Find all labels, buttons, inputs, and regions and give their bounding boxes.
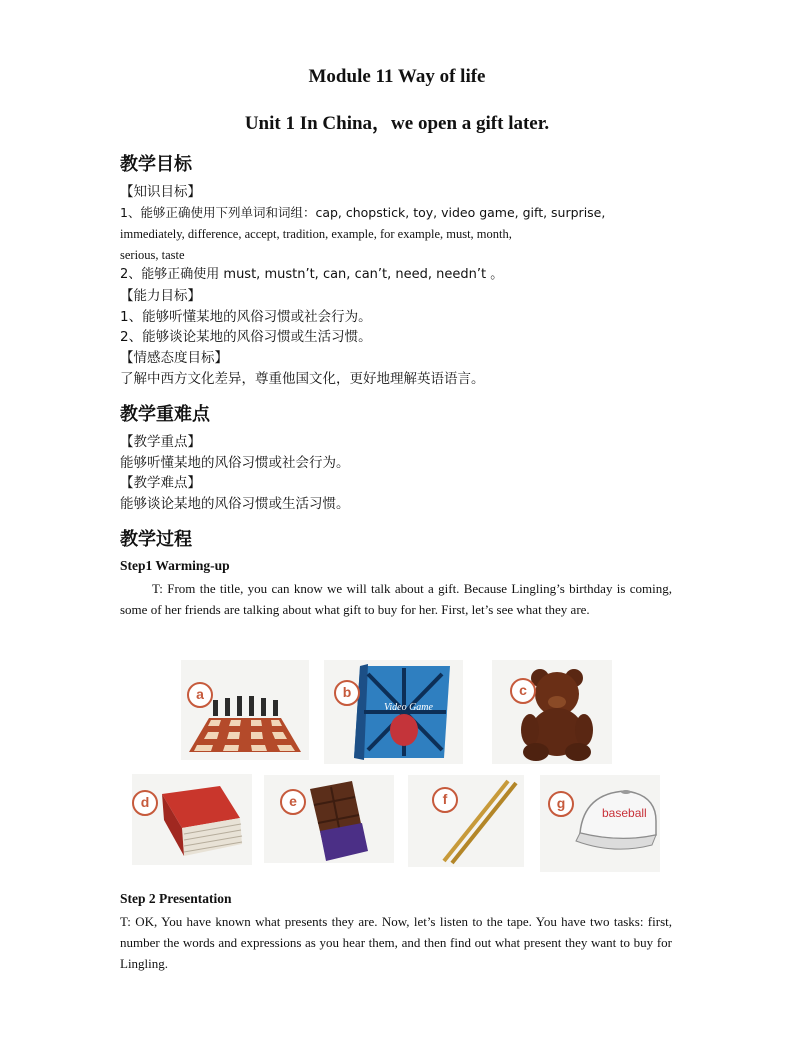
- step2-heading: Step 2 Presentation: [120, 891, 232, 906]
- step1-heading: Step1 Warming-up: [120, 558, 230, 573]
- difficulty-item-1: 能够谈论某地的风俗习惯或生活习惯。: [120, 496, 350, 512]
- attitude-item-1: 了解中西方文化差异，尊重他国文化，更好地理解英语语言。: [120, 371, 485, 387]
- picture-label-e: e: [280, 789, 306, 815]
- ability-item-1: 1、能够听懂某地的风俗习惯或社会行为。: [120, 309, 372, 325]
- picture-label-f: f: [432, 787, 458, 813]
- picture-f: [408, 775, 524, 867]
- chopsticks-icon: [408, 775, 524, 867]
- video-game-icon: [324, 660, 463, 764]
- section-heading-keypoints: 教学重难点: [120, 404, 210, 425]
- knowledge-item-1c: serious, taste: [120, 248, 185, 262]
- picture-a: [181, 660, 309, 760]
- chocolate-icon: [264, 775, 394, 863]
- knowledge-heading: 【知识目标】: [120, 184, 201, 200]
- section-heading-objectives: 教学目标: [120, 154, 192, 175]
- book-icon: [132, 774, 252, 865]
- picture-label-a: a: [187, 682, 213, 708]
- chess-board-icon: [181, 660, 309, 760]
- baseball-cap-icon: [540, 775, 660, 872]
- page-subtitle: Unit 1 In China，we open a gift later.: [244, 113, 550, 134]
- picture-g: [540, 775, 660, 872]
- video-game-box-text: Video Game: [384, 702, 433, 713]
- picture-label-d: d: [132, 790, 158, 816]
- cap-text: baseball: [602, 806, 647, 820]
- knowledge-item-2: 2、能够正确使用 must, mustn’t, can, can’t, need, needn’t 。: [120, 267, 504, 282]
- picture-e: [264, 775, 394, 863]
- picture-label-g: g: [548, 791, 574, 817]
- attitude-heading: 【情感态度目标】: [120, 350, 228, 366]
- picture-label-b: b: [334, 680, 360, 706]
- step1-paragraph: T: From the title, you can know we will talk about a gift. Because Lingling’s birthday is coming, some of her friends are talking about what gift to buy for her. First, let’s see what they are.: [120, 581, 672, 617]
- ability-item-2: 2、能够谈论某地的风俗习惯或生活习惯。: [120, 329, 372, 345]
- step2-paragraph: T: OK, You have known what presents they are. Now, let’s listen to the tape. You have two tasks: first, number the words and expressions as you hear them, and then find out what present they want to buy for Lingling.: [120, 914, 672, 971]
- difficulty-heading: 【教学难点】: [120, 475, 201, 491]
- section-heading-process: 教学过程: [120, 529, 192, 550]
- picture-d: [132, 774, 252, 865]
- ability-heading: 【能力目标】: [120, 288, 201, 304]
- picture-c: [492, 660, 612, 764]
- knowledge-item-1b: immediately, difference, accept, tradition, example, for example, must, month,: [120, 227, 512, 241]
- teddy-bear-icon: [492, 660, 612, 764]
- focus-item-1: 能够听懂某地的风俗习惯或社会行为。: [120, 455, 350, 471]
- picture-label-c: c: [510, 678, 536, 704]
- picture-b: [324, 660, 463, 764]
- page-title: Module 11 Way of life: [308, 66, 486, 87]
- knowledge-item-1a: 1、能够正确使用下列单词和词组：cap, chopstick, toy, video game, gift, surprise,: [120, 205, 606, 220]
- focus-heading: 【教学重点】: [120, 434, 201, 450]
